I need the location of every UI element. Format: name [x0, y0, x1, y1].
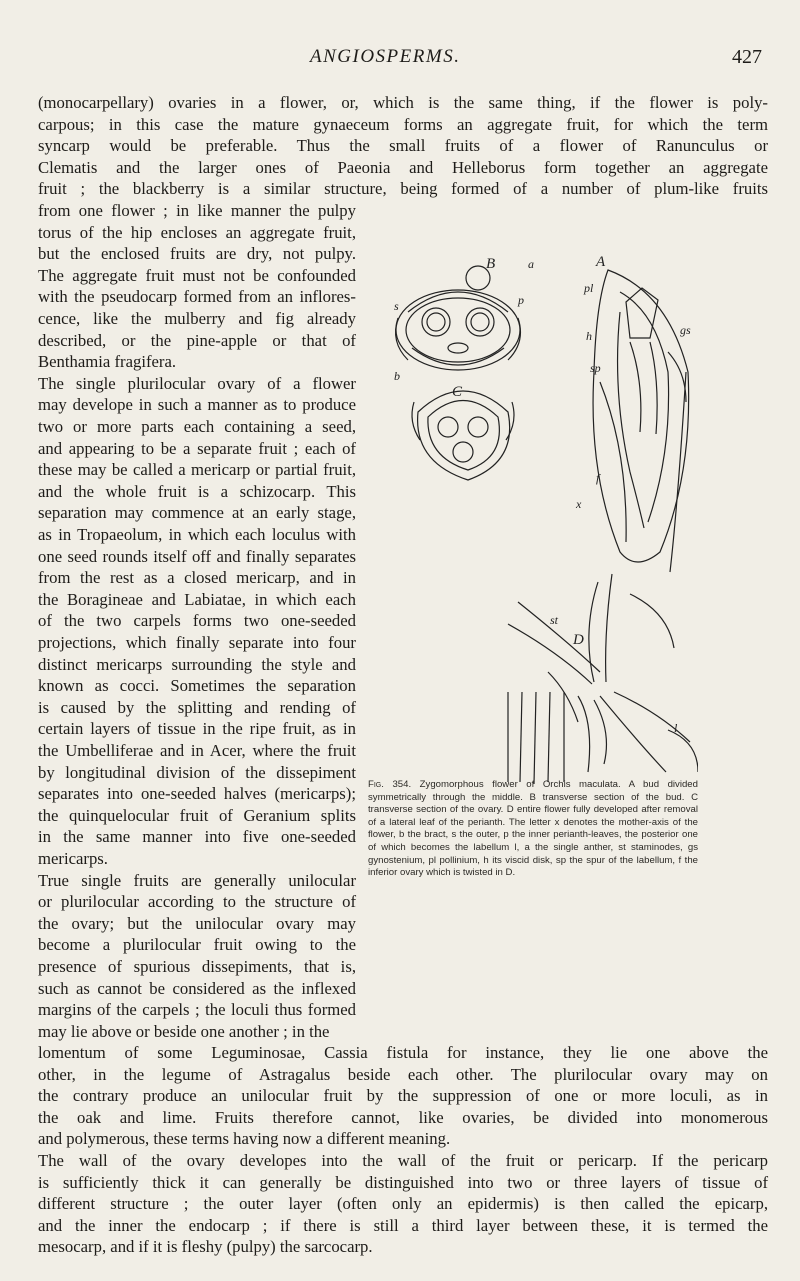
text-line: with the pseudocarp formed from an inflores- [38, 287, 356, 307]
text-line: is sufficiently thick it can generally be distinguished into two or three layers of tissue of [38, 1172, 768, 1192]
running-head: ANGIOSPERMS. [310, 46, 461, 67]
text-line: the contrary produce an unilocular fruit by the suppression of one or more loculi, as in [38, 1086, 768, 1106]
letter-f: f [596, 471, 600, 485]
text-line: different structure ; the outer layer (often only an epidermis) is then called the epicarp, [38, 1194, 768, 1214]
text-line: described, or the pine-apple or that of [38, 330, 356, 350]
letter-b: b [394, 369, 400, 383]
text-line: from the rest as a closed mericarp, and in [38, 568, 356, 588]
orchis-flower-figure [368, 252, 698, 787]
text-line: as in Tropaeolum, in which each loculus with [38, 525, 356, 544]
text-line: but the enclosed fruits are dry, not pulpy. [38, 244, 356, 264]
text-line: presence of spurious dissepiments, that is, [38, 957, 356, 976]
text-line: the ovary; but the unilocular ovary may [38, 913, 356, 933]
letter-st: st [550, 613, 559, 627]
text-line: separation may commence at an early stage, [38, 503, 356, 523]
letter-gs: gs [680, 323, 691, 337]
panel-label-d: D [573, 632, 584, 648]
orchis-flower-illustration [368, 252, 698, 787]
text-line: The wall of the ovary developes into the wall of the fruit or pericarp. If the pericarp [38, 1151, 768, 1170]
letter-h: h [586, 329, 592, 343]
panel-label-a: A [596, 254, 606, 270]
text-line: and the whole fruit is a schizocarp. This [38, 481, 356, 501]
text-line: and appearing to be a separate fruit ; each of [38, 438, 356, 458]
caption-text: Zygomorphous flower of Orchis maculata. A bud divided symmetrically through the middle. B transverse section of the bud. C transverse section of the ovary. D entire flower fully developed after removal of a lateral leaf of the perianth. The letter x denotes the mother-axis of the flower, b the bract, s the outer, p the inner perianth-leaves, the posterior one of which becomes the labellum l, a the single anther, st staminodes, gs gynostenium, pl pollinium, h its viscid disk, sp the spur of the labellum, f the inferior ovary which is twisted in D. [368, 779, 698, 879]
panel-d-drawing [508, 574, 698, 784]
text-line: margins of the carpels ; the loculi thus formed [38, 1000, 356, 1020]
text-line: is caused by the splitting and rending of [38, 697, 356, 717]
text-line: the Boragineae and Labiatae, in which each [38, 589, 356, 609]
text-line: of the two carpels forms two one-seeded [38, 611, 356, 631]
text-line: torus of the hip encloses an aggregate fruit, [38, 222, 356, 242]
text-line: the Umbelliferae and in Acer, where the fruit [38, 741, 356, 760]
panel-b-drawing [396, 266, 521, 370]
text-line: lomentum of some Leguminosae, Cassia fistula for instance, they lie one above the [38, 1043, 768, 1062]
text-line: may lie above or beside one another ; in the [38, 1021, 330, 1041]
text-line: The aggregate fruit must not be confounded [38, 265, 356, 285]
letter-pl: pl [584, 281, 594, 295]
text-line: mericarps. [38, 849, 108, 868]
text-line: these may be called a mericarp or partial fruit, [38, 460, 356, 480]
letter-p: p [518, 293, 524, 307]
panel-a-drawing [593, 270, 689, 572]
panel-label-b: B [486, 256, 496, 272]
text-line: other, in the legume of Astragalus beside each other. The plurilocular ovary may on [38, 1064, 768, 1084]
page-number: 427 [732, 46, 762, 68]
text-line: the quinquelocular fruit of Geranium splits [38, 805, 356, 825]
text-line: separates into one-seeded halves (mericarps); [38, 784, 356, 804]
text-line: two or more parts each containing a seed, [38, 417, 356, 436]
text-line: or plurilocular according to the structure of [38, 892, 356, 912]
text-line: Benthamia fragifera. [38, 352, 177, 372]
text-line: mesocarp, and if it is fleshy (pulpy) the sarcocarp. [38, 1237, 373, 1257]
text-line: such as cannot be considered as the inflexed [38, 978, 356, 998]
text-line: (monocarpellary) ovaries in a flower, or, which is the same thing, if the flower is poly- [38, 93, 768, 112]
text-line: cence, like the mulberry and fig already [38, 309, 356, 328]
text-line: fruit ; the blackberry is a similar structure, being formed of a number of plum-like fruits [38, 179, 768, 199]
text-line: and polymerous, these terms having now a different meaning. [38, 1129, 451, 1149]
letter-a: a [528, 257, 534, 271]
text-line: known as cocci. Sometimes the separation [38, 676, 356, 696]
letter-s: s [394, 299, 399, 313]
figure-caption [368, 779, 698, 880]
text-line: from one flower ; in like manner the pulpy [38, 201, 356, 220]
letter-l: l [674, 721, 678, 735]
text-line: may develope in such a manner as to produce [38, 395, 356, 415]
text-line: syncarp would be preferable. Thus the small fruits of a flower of Ranunculus or [38, 136, 768, 156]
text-line: become a plurilocular fruit owing to the [38, 935, 356, 955]
text-line: Clematis and the larger ones of Paeonia and Helleborus form together an aggregate [38, 157, 768, 177]
text-line: projections, which finally separate into four [38, 633, 356, 652]
figure-number: Fig. 354. [368, 779, 412, 790]
panel-c-drawing [412, 391, 514, 480]
text-line: in the same manner into five one-seeded [38, 827, 356, 847]
page-header [0, 46, 800, 76]
text-line: distinct mericarps surrounding the style and [38, 654, 356, 674]
letter-sp: sp [590, 361, 601, 375]
letter-x: x [576, 497, 582, 511]
text-line: True single fruits are generally unilocular [38, 870, 356, 890]
text-line: The single plurilocular ovary of a flower [38, 373, 356, 393]
text-line: carpous; in this case the mature gynaeceum forms an aggregate fruit, for which the term [38, 114, 768, 134]
text-line: the oak and lime. Fruits therefore cannot, like ovaries, be divided into monomerous [38, 1107, 768, 1127]
panel-label-c: C [452, 384, 463, 400]
text-line: by longitudinal division of the dissepiment [38, 762, 356, 782]
text-line: and the inner the endocarp ; if there is still a third layer between these, it is termed the [38, 1215, 768, 1235]
text-line: one seed rounds itself off and finally separates [38, 546, 356, 566]
text-line: certain layers of tissue in the ripe fruit, as in [38, 719, 356, 739]
